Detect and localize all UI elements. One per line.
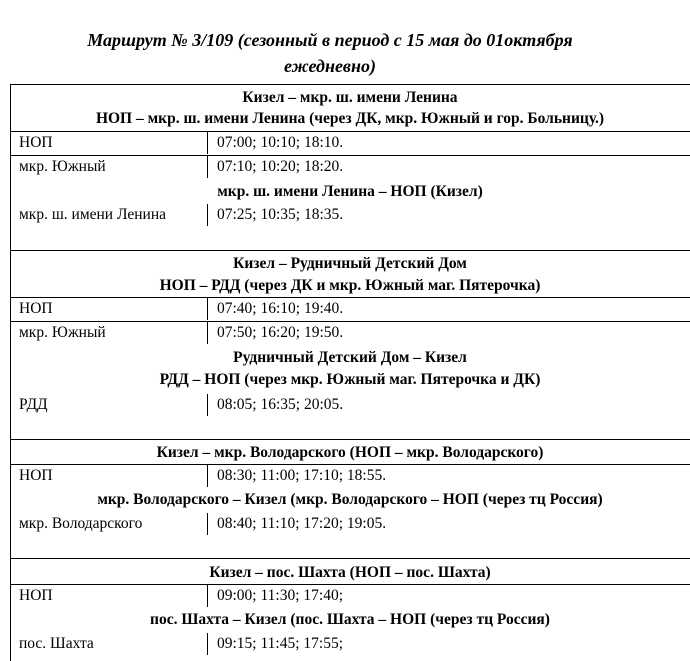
section-divider [10, 558, 690, 559]
table-row [10, 132, 690, 156]
section-3-heading: Кизел – мкр. Володарского (НОП – мкр. Володарского) [156, 444, 544, 461]
stop-name: мкр. ш. имени Ленина [19, 206, 167, 223]
departure-times: 08:05; 16:35; 20:05. [217, 396, 344, 413]
column-divider [207, 322, 208, 344]
column-divider [207, 513, 208, 535]
column-divider [207, 394, 208, 416]
table-top-border [10, 84, 690, 85]
column-divider [207, 132, 208, 154]
document-title-cont: ежедневно) [284, 56, 376, 76]
section-4-heading: Кизел – пос. Шахта (НОП – пос. Шахта) [209, 564, 491, 581]
table-row [10, 394, 690, 418]
stop-name: мкр. Володарского [19, 515, 143, 532]
column-divider [207, 585, 208, 607]
section-4-return-heading: пос. Шахта – Кизел (пос. Шахта – НОП (через тц Россия) [150, 611, 550, 628]
section-divider [10, 439, 690, 440]
column-divider [207, 204, 208, 226]
section-3-return-heading: мкр. Володарского – Кизел (мкр. Володарского – НОП (через тц Россия) [97, 491, 603, 508]
document-title: Маршрут № 3/109 (сезонный в период с 15 мая до 01октября [87, 30, 573, 50]
departure-times: 07:25; 10:35; 18:35. [217, 206, 344, 223]
table-row [10, 156, 690, 180]
stop-name: НОП [19, 134, 53, 151]
departure-times: 07:10; 10:20; 18:20. [217, 158, 344, 175]
column-divider [207, 465, 208, 487]
column-divider [207, 633, 208, 655]
table-row [10, 585, 690, 609]
stop-name: НОП [19, 300, 53, 317]
stop-name: НОП [19, 587, 53, 604]
section-2-return-heading: Рудничный Детский Дом – Кизел [233, 349, 467, 366]
section-2-subheading: НОП – РДД (через ДК и мкр. Южный маг. Пятерочка) [159, 277, 541, 294]
table-row [10, 633, 690, 657]
departure-times: 07:50; 16:20; 19:50. [217, 324, 344, 341]
stop-name: РДД [19, 396, 48, 413]
section-1-heading: Кизел – мкр. ш. имени Ленина [242, 89, 458, 106]
column-divider [207, 156, 208, 178]
table-row [10, 465, 690, 489]
stop-name: мкр. Южный [19, 324, 106, 341]
departure-times: 09:00; 11:30; 17:40; [217, 587, 344, 604]
section-2-heading: Кизел – Рудничный Детский Дом [233, 255, 467, 272]
departure-times: 07:00; 10:10; 18:10. [217, 134, 344, 151]
departure-times: 07:40; 16:10; 19:40. [217, 300, 344, 317]
section-2-return-subheading: РДД – НОП (через мкр. Южный маг. Пятерочка и ДК) [159, 371, 541, 388]
stop-name: НОП [19, 467, 53, 484]
table-row [10, 298, 690, 322]
departure-times: 08:30; 11:00; 17:10; 18:55. [217, 467, 387, 484]
section-divider [10, 250, 690, 251]
table-row [10, 322, 690, 346]
section-1-subheading: НОП – мкр. ш. имени Ленина (через ДК, мкр. Южный и гор. Больницу.) [95, 110, 605, 127]
table-row [10, 513, 690, 537]
departure-times: 08:40; 11:10; 17:20; 19:05. [217, 515, 387, 532]
departure-times: 09:15; 11:45; 17:55; [217, 635, 344, 652]
section-1-return-heading: мкр. ш. имени Ленина – НОП (Кизел) [217, 183, 483, 200]
stop-name: мкр. Южный [19, 158, 106, 175]
column-divider [207, 298, 208, 320]
stop-name: пос. Шахта [19, 635, 94, 652]
table-row [10, 204, 690, 228]
